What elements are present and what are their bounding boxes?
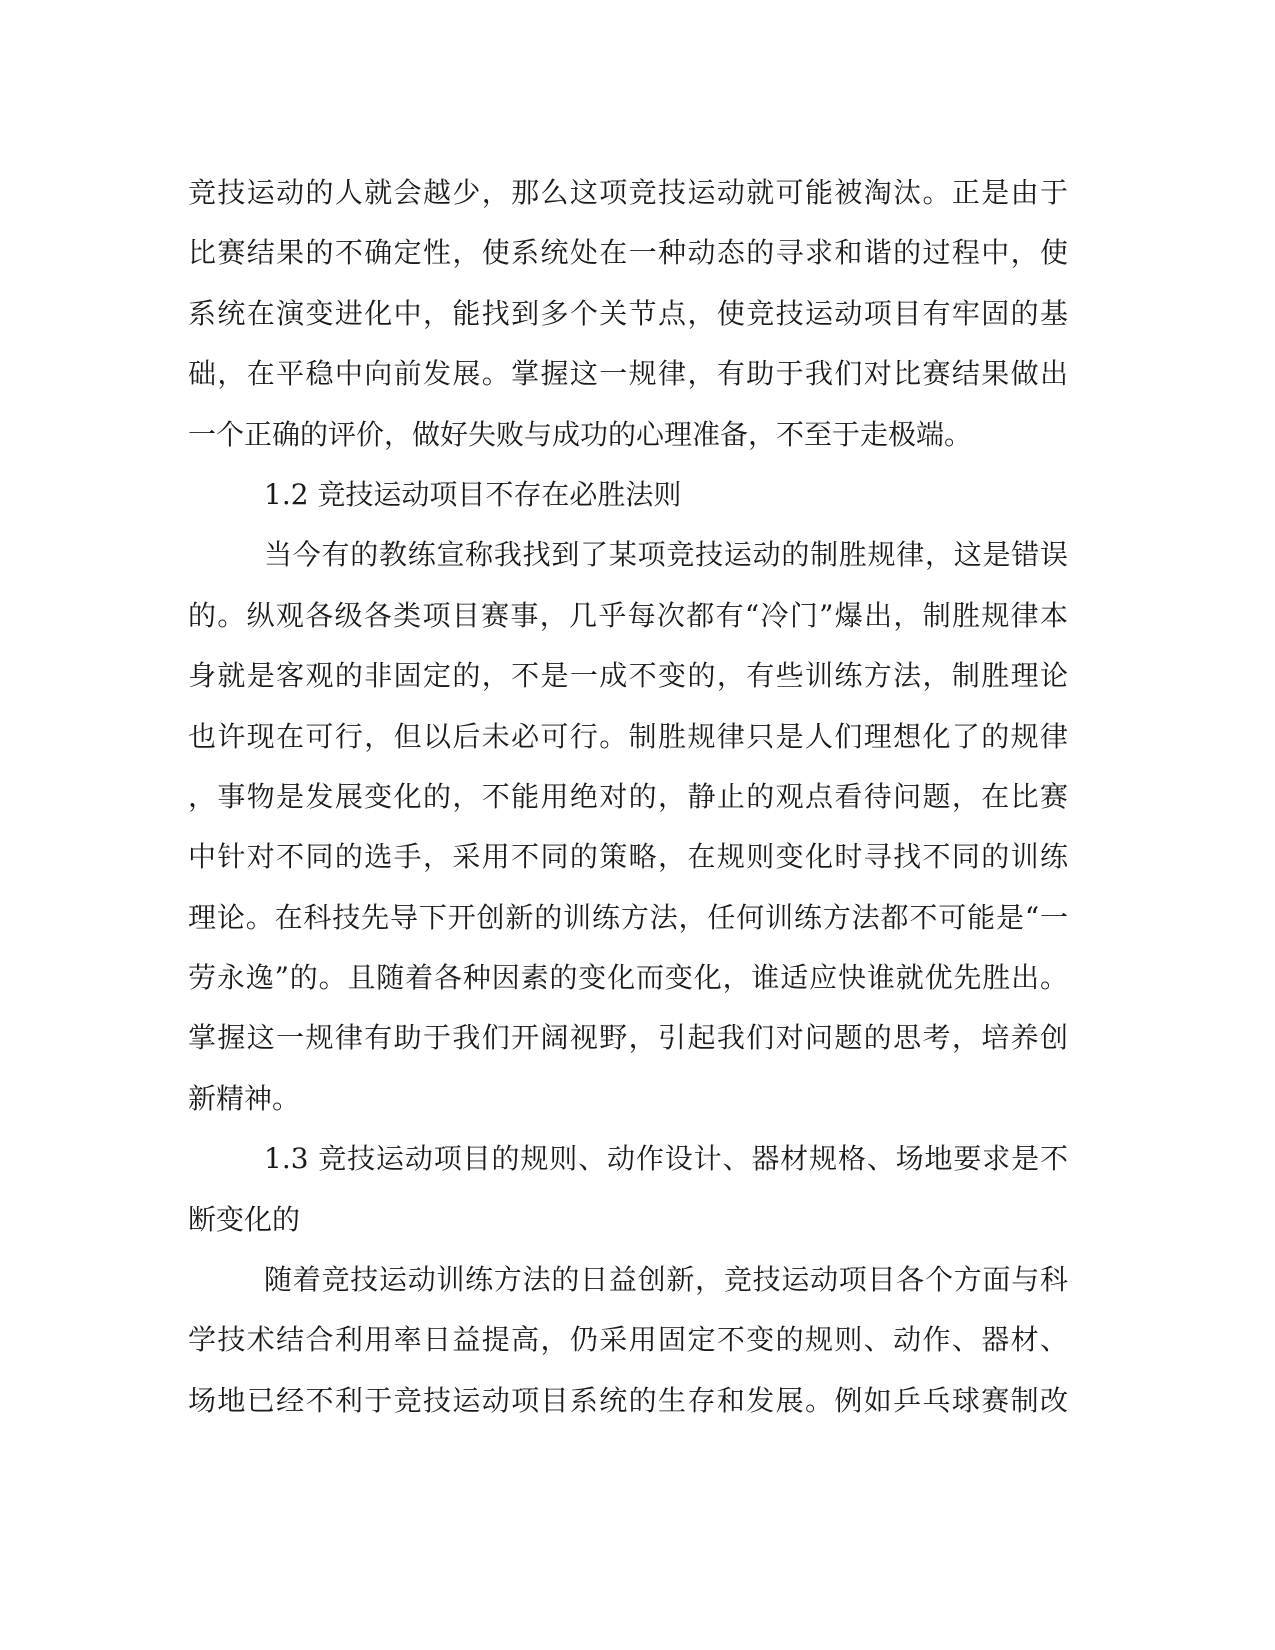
text-line: 竞技运动的人就会越少，那么这项竞技运动就可能被淘汰。正是由于 xyxy=(188,176,1068,209)
section-heading-1-2: 1.2 竞技运动项目不存在必胜法则 xyxy=(264,477,682,511)
text-line: 随着竞技运动训练方法的日益创新，竞技运动项目各个方面与科 xyxy=(264,1263,1068,1297)
text-line: 的。纵观各级各类项目赛事，几乎每次都有“冷门”爆出，制胜规律本 xyxy=(188,598,1068,632)
text-line: 掌握这一规律有助于我们开阔视野，引起我们对问题的思考，培养创 xyxy=(188,1021,1068,1055)
text-line: 理论。在科技先导下开创新的训练方法，任何训练方法都不可能是“一 xyxy=(188,900,1068,934)
text-line: 劳永逸”的。且随着各种因素的变化而变化，谁适应快谁就优先胜出。 xyxy=(188,961,1068,995)
text-line: 身就是客观的非固定的，不是一成不变的，有些训练方法，制胜理论 xyxy=(188,659,1068,693)
text-line: 新精神。 xyxy=(188,1081,301,1115)
text-line: 比赛结果的不确定性，使系统处在一种动态的寻求和谐的过程中，使 xyxy=(188,236,1068,270)
text-line: 当今有的教练宣称我找到了某项竞技运动的制胜规律，这是错误 xyxy=(264,538,1068,572)
section-heading-1-3-continued: 断变化的 xyxy=(188,1202,301,1236)
text-line: 场地已经不利于竞技运动项目系统的生存和发展。例如乒乓球赛制改 xyxy=(188,1383,1068,1417)
body-text xyxy=(188,163,1068,1431)
text-line: 一个正确的评价，做好失败与成功的心理准备，不至于走极端。 xyxy=(188,417,973,451)
text-line: 中针对不同的选手，采用不同的策略，在规则变化时寻找不同的训练 xyxy=(188,840,1068,874)
text-line: 学技术结合利用率日益提高，仍采用固定不变的规则、动作、器材、 xyxy=(188,1323,1068,1357)
section-heading-1-3: 1.3 竞技运动项目的规则、动作设计、器材规格、场地要求是不 xyxy=(264,1142,1068,1176)
text-line: 也许现在可行，但以后未必可行。制胜规律只是人们理想化了的规律 xyxy=(188,719,1068,753)
text-line: ，事物是发展变化的，不能用绝对的，静止的观点看待问题，在比赛 xyxy=(188,779,1068,813)
text-line: 础，在平稳中向前发展。掌握这一规律，有助于我们对比赛结果做出 xyxy=(188,357,1068,391)
text-line: 系统在演变进化中，能找到多个关节点，使竞技运动项目有牢固的基 xyxy=(188,296,1068,330)
